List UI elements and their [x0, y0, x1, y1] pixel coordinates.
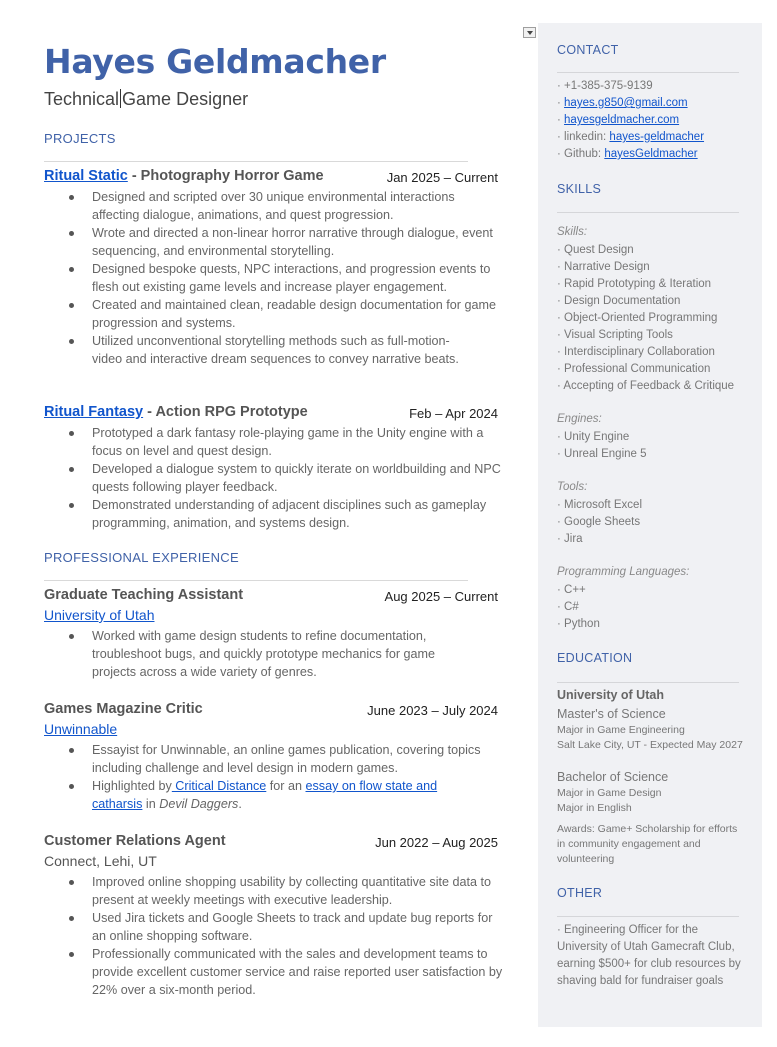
list-item: Professionally communicated with the sales and development teams to provide excellent customer service and raise reported user satisfaction by 22% over a six-month period. — [44, 945, 504, 999]
linkedin-link[interactable]: hayes-geldmacher — [609, 131, 705, 143]
degree: Master's of Science — [557, 707, 666, 721]
section-divider — [44, 580, 468, 581]
section-divider — [557, 916, 739, 917]
bullet-list — [44, 873, 504, 999]
awards: Awards: Game+ Scholarship for efforts in community engagement and volunteering — [557, 823, 738, 865]
job-title: Customer Relations Agent — [44, 833, 226, 849]
list-item: · Professional Communication — [557, 363, 711, 375]
job-dates: Aug 2025 – Current — [384, 589, 498, 604]
list-item: · Interdisciplinary Collaboration — [557, 346, 715, 358]
section-heading-education: EDUCATION — [557, 651, 633, 665]
list-item: · Python — [557, 618, 600, 630]
dropdown-toggle-button[interactable] — [523, 27, 536, 38]
list-item: Utilized unconventional storytelling methods such as full-motion-video and interactive dream sequences to convey narrative beats. — [44, 332, 464, 368]
list-item: · Accepting of Feedback & Critique — [557, 380, 735, 392]
major: Major in English — [557, 802, 632, 814]
list-item: · Visual Scripting Tools — [557, 329, 673, 341]
bullet-dot — [69, 916, 74, 921]
job-dates: June 2023 – July 2024 — [367, 703, 498, 718]
website-item: · hayesgeldmacher.com — [557, 114, 680, 126]
list-item: Improved online shopping usability by collecting quantitative site data to present at weekly meetings with executive leadership. — [44, 873, 504, 909]
github-link[interactable]: hayesGeldmacher — [604, 148, 698, 160]
bullet-dot — [69, 339, 74, 344]
list-item: Used Jira tickets and Google Sheets to track and update bug reports for an online shopping software. — [44, 909, 504, 945]
project-dates: Jan 2025 – Current — [386, 170, 498, 185]
resume-name: Hayes Geldmacher — [44, 42, 386, 81]
list-item: · C# — [557, 601, 579, 613]
bullet-list — [44, 741, 504, 813]
bullet-dot — [69, 195, 74, 200]
section-divider — [557, 212, 739, 213]
section-heading-skills: SKILLS — [557, 182, 602, 196]
section-divider — [44, 161, 468, 162]
engines-label: Engines: — [557, 413, 602, 425]
list-item: Created and maintained clean, readable design documentation for game progression and systems. — [44, 296, 504, 332]
list-item: · Quest Design — [557, 244, 634, 256]
list-item: · Jira — [557, 533, 583, 545]
github-item: · Github: hayesGeldmacher — [557, 148, 698, 160]
skills-list — [557, 242, 734, 395]
project-subtitle: - Photography Horror Game — [127, 168, 324, 184]
bullet-dot — [69, 952, 74, 957]
list-item: · Unity Engine — [557, 431, 630, 443]
bullet-dot — [69, 267, 74, 272]
bullet-dot — [69, 467, 74, 472]
org-link[interactable]: Unwinnable — [44, 721, 118, 737]
section-divider — [557, 72, 739, 73]
project-title — [44, 168, 324, 184]
list-item: Demonstrated understanding of adjacent disciplines such as gameplay programming, animation, and systems design. — [44, 496, 504, 532]
section-heading-projects: PROJECTS — [44, 131, 116, 146]
list-item: · Object-Oriented Programming — [557, 312, 718, 324]
bullet-dot — [69, 503, 74, 508]
job-title: Graduate Teaching Assistant — [44, 587, 244, 603]
bullet-list — [44, 627, 504, 681]
project-title — [44, 404, 308, 420]
tools-list — [557, 497, 642, 548]
project-subtitle: - Action RPG Prototype — [143, 404, 308, 420]
text-cursor — [120, 89, 121, 108]
critical-distance-link[interactable]: Critical Distance — [171, 779, 267, 793]
website-link[interactable]: hayesgeldmacher.com — [564, 114, 680, 126]
job-org — [44, 607, 154, 623]
list-item: Designed bespoke quests, NPC interactions, and progression events to flesh out existing game levels and increase player engagement. — [44, 260, 504, 296]
bullet-list — [44, 188, 504, 368]
list-item: Prototyped a dark fantasy role-playing game in the Unity engine with a focus on level and quest design. — [44, 424, 504, 460]
list-item: · Rapid Prototyping & Iteration — [557, 278, 712, 290]
contact-list — [557, 78, 704, 163]
list-item: Worked with game design students to refine documentation, troubleshoot bugs, and quickly prototype mechanics for game projects across a wide variety of genres. — [44, 627, 456, 681]
title-part-2: Game Designer — [122, 89, 249, 109]
other-item: · Engineering Officer for the University of Utah Gamecraft Club, earning $500+ for club resources by shaving bald for fundraiser goals — [557, 924, 741, 987]
org-link[interactable]: University of Utah — [44, 607, 155, 623]
languages-label: Programming Languages: — [557, 566, 690, 578]
phone-item: · +1-385-375-9139 — [557, 80, 653, 92]
bullet-dot — [69, 303, 74, 308]
project-dates: Feb – Apr 2024 — [409, 406, 498, 421]
location-date: Salt Lake City, UT - Expected May 2027 — [557, 739, 743, 751]
school-name: University of Utah — [557, 688, 664, 702]
list-item: Wrote and directed a non-linear horror narrative through dialogue, event sequencing, and environmental storytelling. — [44, 224, 504, 260]
major: Major in Game Design — [557, 787, 662, 799]
list-item: · Unreal Engine 5 — [557, 448, 647, 460]
email-item: · hayes.g850@gmail.com — [557, 97, 688, 109]
languages-list — [557, 582, 600, 633]
title-part-1: Technical — [44, 89, 120, 109]
list-item: Highlighted by Critical Distance for an essay on flow state and catharsis in Devil Daggers. — [44, 777, 456, 813]
list-item: · Google Sheets — [557, 516, 641, 528]
email-link[interactable]: hayes.g850@gmail.com — [564, 97, 688, 109]
bullet-dot — [69, 634, 74, 639]
engines-list — [557, 429, 647, 463]
tools-label: Tools: — [557, 481, 588, 493]
list-item: · Design Documentation — [557, 295, 681, 307]
list-item: Developed a dialogue system to quickly iterate on worldbuilding and NPC quests following player feedback. — [44, 460, 504, 496]
job-title: Games Magazine Critic — [44, 701, 203, 717]
bullet-dot — [69, 231, 74, 236]
project-link[interactable]: Ritual Fantasy — [44, 404, 144, 420]
resume-title — [44, 89, 248, 110]
list-item: Essayist for Unwinnable, an online games publication, covering topics including challenge and level design in modern games. — [44, 741, 504, 777]
bullet-dot — [69, 431, 74, 436]
major: Major in Game Engineering — [557, 724, 685, 736]
job-dates: Jun 2022 – Aug 2025 — [375, 835, 498, 850]
section-heading-contact: CONTACT — [557, 43, 619, 57]
list-item: Designed and scripted over 30 unique environmental interactions affecting dialogue, animations, and quest progression. — [44, 188, 504, 224]
essay-link[interactable]: essay on flow state and catharsis — [92, 779, 438, 811]
game-title: Devil Daggers — [159, 797, 239, 811]
section-heading-experience: PROFESSIONAL EXPERIENCE — [44, 550, 239, 565]
section-heading-other: OTHER — [557, 886, 603, 900]
job-org: Connect, Lehi, UT — [44, 853, 157, 869]
skills-label: Skills: — [557, 226, 588, 238]
list-item: · Narrative Design — [557, 261, 650, 273]
degree: Bachelor of Science — [557, 770, 669, 784]
bullet-dot — [69, 784, 74, 789]
resume-sidebar — [538, 23, 762, 1027]
list-item: · C++ — [557, 584, 586, 596]
section-divider — [557, 682, 739, 683]
bullet-dot — [69, 748, 74, 753]
linkedin-item: · linkedin: hayes-geldmacher — [557, 131, 705, 143]
project-link[interactable]: Ritual Static — [44, 168, 128, 184]
job-org — [44, 721, 117, 737]
bullet-dot — [69, 880, 74, 885]
list-item: · Microsoft Excel — [557, 499, 642, 511]
bullet-list — [44, 424, 504, 532]
